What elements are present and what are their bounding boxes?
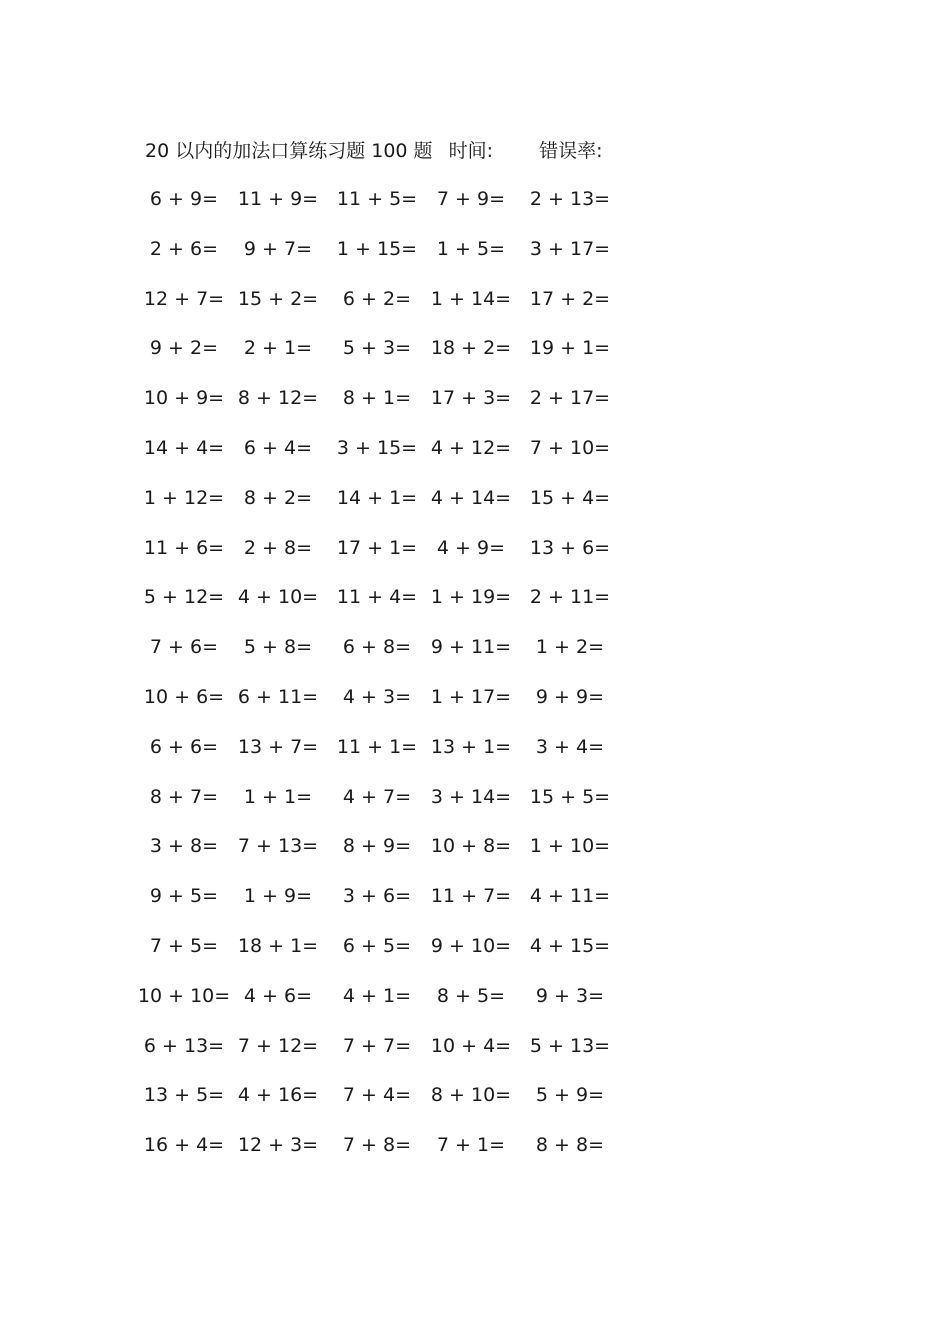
addition-problem: 6 + 5= <box>342 935 411 957</box>
addition-problem: 2 + 17= <box>529 387 611 410</box>
addition-problem: 6 + 9= <box>149 188 218 210</box>
addition-problem: 3 + 8= <box>149 835 218 858</box>
addition-problem: 10 + 4= <box>430 1034 512 1057</box>
worksheet-title: 20 以内的加法口算练习题 100 题 <box>145 140 433 162</box>
addition-problem: 3 + 4= <box>535 735 604 758</box>
problem-row <box>0 282 950 316</box>
addition-problem: 15 + 5= <box>529 785 611 808</box>
problem-row <box>0 381 950 415</box>
addition-problem: 16 + 4= <box>143 1134 225 1157</box>
problem-row <box>0 979 950 1013</box>
addition-problem: 1 + 2= <box>535 636 604 659</box>
problem-row <box>0 1029 950 1063</box>
addition-problem: 4 + 14= <box>430 486 512 509</box>
problem-row <box>0 780 950 814</box>
addition-problem: 3 + 15= <box>336 437 418 459</box>
addition-problem: 5 + 9= <box>535 1084 604 1107</box>
addition-problem: 2 + 1= <box>243 337 312 360</box>
problem-row <box>0 680 950 714</box>
addition-problem: 15 + 2= <box>237 287 319 310</box>
addition-problem: 4 + 16= <box>237 1084 319 1107</box>
addition-problem: 8 + 2= <box>243 486 312 509</box>
addition-problem: 9 + 2= <box>149 337 218 360</box>
addition-problem: 11 + 6= <box>143 536 225 559</box>
addition-problem: 18 + 2= <box>430 337 512 360</box>
addition-problem: 4 + 9= <box>436 536 505 559</box>
addition-problem: 1 + 12= <box>143 486 225 509</box>
addition-problem: 6 + 4= <box>243 437 312 459</box>
addition-problem: 10 + 6= <box>143 686 225 708</box>
worksheet-header <box>145 136 602 166</box>
problem-row <box>0 630 950 664</box>
problem-row <box>0 730 950 764</box>
addition-problem: 1 + 10= <box>529 835 611 858</box>
addition-problem: 11 + 4= <box>336 586 418 609</box>
addition-problem: 3 + 14= <box>430 785 512 808</box>
addition-problem: 11 + 5= <box>336 188 418 210</box>
problem-row <box>0 929 950 963</box>
addition-problem: 7 + 5= <box>149 935 218 957</box>
problem-row <box>0 232 950 266</box>
addition-problem: 9 + 5= <box>149 885 218 908</box>
problem-row <box>0 829 950 863</box>
addition-problem: 4 + 12= <box>430 437 512 459</box>
addition-problem: 12 + 7= <box>143 287 225 310</box>
addition-problem: 4 + 10= <box>237 586 319 609</box>
addition-problem: 9 + 3= <box>535 984 604 1007</box>
addition-problem: 11 + 7= <box>430 885 512 908</box>
addition-problem: 5 + 13= <box>529 1034 611 1057</box>
addition-problem: 10 + 8= <box>430 835 512 858</box>
addition-problem: 6 + 11= <box>237 686 319 708</box>
addition-problem: 5 + 3= <box>342 337 411 360</box>
addition-problem: 7 + 1= <box>436 1134 505 1157</box>
addition-problem: 8 + 9= <box>342 835 411 858</box>
addition-problem: 9 + 11= <box>430 636 512 659</box>
addition-problem: 1 + 1= <box>243 785 312 808</box>
addition-problem: 6 + 2= <box>342 287 411 310</box>
addition-problem: 13 + 5= <box>143 1084 225 1107</box>
problem-row <box>0 431 950 465</box>
problem-row <box>0 879 950 913</box>
addition-problem: 17 + 1= <box>336 536 418 559</box>
problem-row <box>0 182 950 216</box>
addition-problem: 8 + 1= <box>342 387 411 410</box>
problem-row <box>0 531 950 565</box>
addition-problem: 14 + 4= <box>143 437 225 459</box>
addition-problem: 13 + 7= <box>237 735 319 758</box>
addition-problem: 8 + 10= <box>430 1084 512 1107</box>
addition-problem: 1 + 14= <box>430 287 512 310</box>
addition-problem: 5 + 12= <box>143 586 225 609</box>
addition-problem: 7 + 12= <box>237 1034 319 1057</box>
addition-problem: 7 + 7= <box>342 1034 411 1057</box>
addition-problem: 6 + 8= <box>342 636 411 659</box>
error-rate-label: 错误率: <box>539 140 603 162</box>
addition-problem: 11 + 9= <box>237 188 319 210</box>
addition-problem: 1 + 15= <box>336 237 418 260</box>
addition-problem: 1 + 17= <box>430 686 512 708</box>
addition-problem: 6 + 6= <box>149 735 218 758</box>
addition-problem: 10 + 9= <box>143 387 225 410</box>
addition-problem: 12 + 3= <box>237 1134 319 1157</box>
problem-row <box>0 1128 950 1162</box>
addition-problem: 15 + 4= <box>529 486 611 509</box>
addition-problem: 7 + 10= <box>529 437 611 459</box>
addition-problem: 7 + 13= <box>237 835 319 858</box>
problem-row <box>0 580 950 614</box>
problem-row <box>0 331 950 365</box>
addition-problem: 5 + 8= <box>243 636 312 659</box>
addition-problem: 7 + 8= <box>342 1134 411 1157</box>
addition-problem: 13 + 6= <box>529 536 611 559</box>
addition-problem: 3 + 17= <box>529 237 611 260</box>
addition-problem: 17 + 3= <box>430 387 512 410</box>
addition-problem: 14 + 1= <box>336 486 418 509</box>
addition-problem: 4 + 7= <box>342 785 411 808</box>
addition-problem: 7 + 6= <box>149 636 218 659</box>
addition-problem: 8 + 12= <box>237 387 319 410</box>
addition-problem: 1 + 9= <box>243 885 312 908</box>
addition-problem: 1 + 19= <box>430 586 512 609</box>
addition-problem: 3 + 6= <box>342 885 411 908</box>
addition-problem: 8 + 8= <box>535 1134 604 1157</box>
addition-problem: 4 + 3= <box>342 686 411 708</box>
addition-problem: 4 + 1= <box>342 984 411 1007</box>
addition-problem: 2 + 13= <box>529 188 611 210</box>
problem-row <box>0 481 950 515</box>
addition-problem: 1 + 5= <box>436 237 505 260</box>
addition-problem: 19 + 1= <box>529 337 611 360</box>
addition-problem: 10 + 10= <box>137 984 231 1007</box>
addition-problem: 2 + 8= <box>243 536 312 559</box>
addition-problem: 9 + 10= <box>430 935 512 957</box>
addition-problem: 18 + 1= <box>237 935 319 957</box>
addition-problem: 11 + 1= <box>336 735 418 758</box>
time-label: 时间: <box>448 140 494 162</box>
addition-problem: 17 + 2= <box>529 287 611 310</box>
addition-problem: 9 + 7= <box>243 237 312 260</box>
addition-problem: 13 + 1= <box>430 735 512 758</box>
addition-problem: 2 + 11= <box>529 586 611 609</box>
addition-problem: 2 + 6= <box>149 237 218 260</box>
addition-problem: 7 + 4= <box>342 1084 411 1107</box>
addition-problem: 4 + 6= <box>243 984 312 1007</box>
addition-problem: 6 + 13= <box>143 1034 225 1057</box>
addition-problem: 4 + 11= <box>529 885 611 908</box>
addition-problem: 9 + 9= <box>535 686 604 708</box>
addition-problem: 8 + 7= <box>149 785 218 808</box>
addition-problem: 8 + 5= <box>436 984 505 1007</box>
problem-row <box>0 1078 950 1112</box>
addition-problem: 4 + 15= <box>529 935 611 957</box>
addition-problem: 7 + 9= <box>436 188 505 210</box>
